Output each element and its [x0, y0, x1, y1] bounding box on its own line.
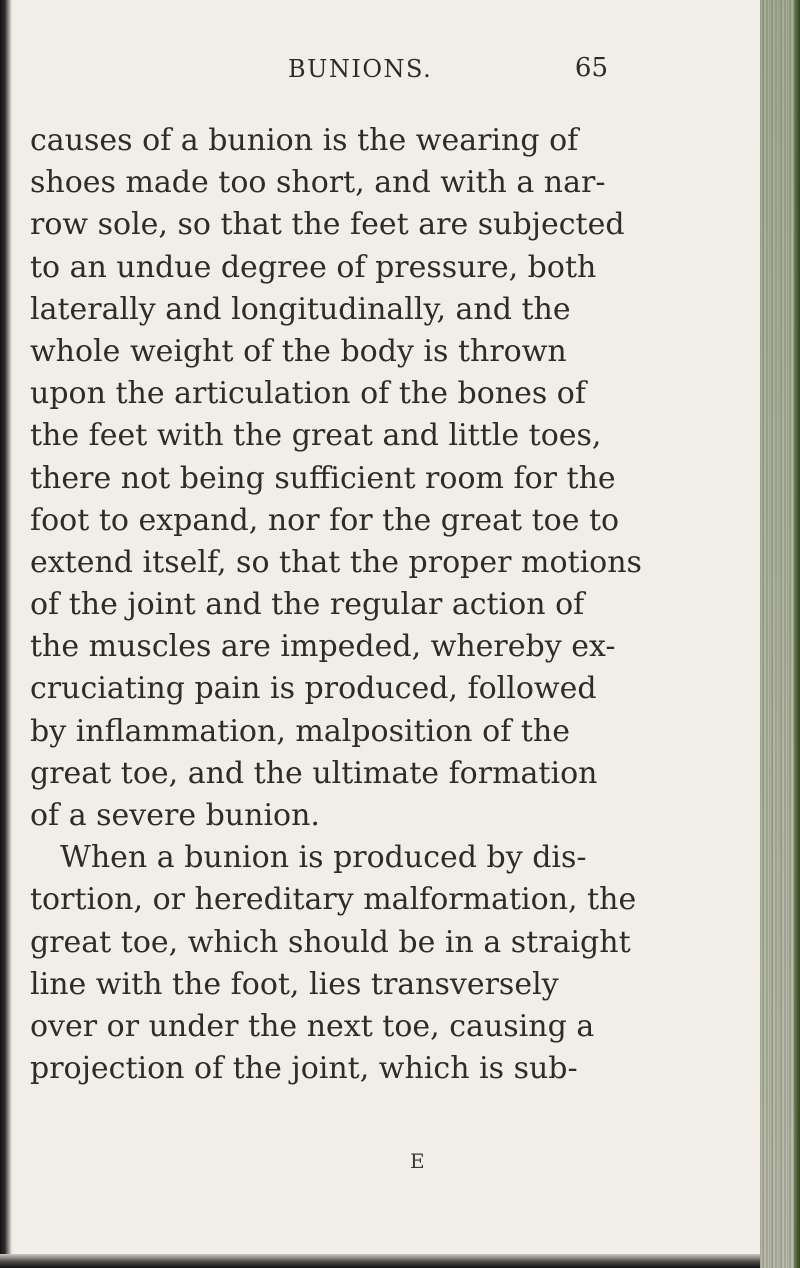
text-line: the muscles are impeded, whereby ex-: [30, 629, 616, 665]
text-line: laterally and longitudinally, and the: [30, 291, 571, 327]
body-text: [30, 120, 720, 1090]
text-line: there not being sufficient room for the: [30, 460, 616, 496]
text-line: of the joint and the regular action of: [30, 587, 585, 623]
text-line: line with the foot, lies transversely: [30, 966, 559, 1002]
text-line: the feet with the great and little toes,: [30, 418, 602, 454]
text-line: projection of the joint, which is sub-: [30, 1051, 578, 1087]
text-line: foot to expand, nor for the great toe to: [30, 502, 620, 538]
text-line: row sole, so that the feet are subjected: [30, 207, 625, 243]
page-number: 65: [574, 53, 608, 83]
book-spine: [760, 0, 800, 1268]
running-head: [288, 55, 608, 89]
text-line: of a severe bunion.: [30, 798, 320, 833]
chapter-running-title: BUNIONS.: [288, 55, 433, 83]
text-line: upon the articulation of the bones of: [30, 376, 586, 412]
text-line: great toe, which should be in a straight: [30, 924, 631, 960]
page-bottom-edge-shadow: [0, 1254, 760, 1268]
text-line: great toe, and the ultimate formation: [30, 755, 598, 791]
text-line: causes of a bunion is the wearing of: [30, 123, 579, 158]
page-left-edge-shadow: [0, 0, 12, 1268]
text-line: whole weight of the body is thrown: [30, 333, 567, 369]
text-line: cruciating pain is produced, followed: [30, 671, 597, 707]
signature-mark: E: [410, 1149, 425, 1173]
text-line: over or under the next toe, causing a: [30, 1008, 595, 1044]
text-line: extend itself, so that the proper motions: [30, 544, 642, 580]
text-line: by inflammation, malposition of the: [30, 713, 570, 749]
text-line: shoes made too short, and with a nar-: [30, 165, 606, 201]
text-line: tortion, or hereditary malformation, the: [30, 882, 637, 918]
paragraph-start-line: When a bunion is produced by dis-: [60, 840, 587, 876]
text-line: to an undue degree of pressure, both: [30, 249, 597, 285]
